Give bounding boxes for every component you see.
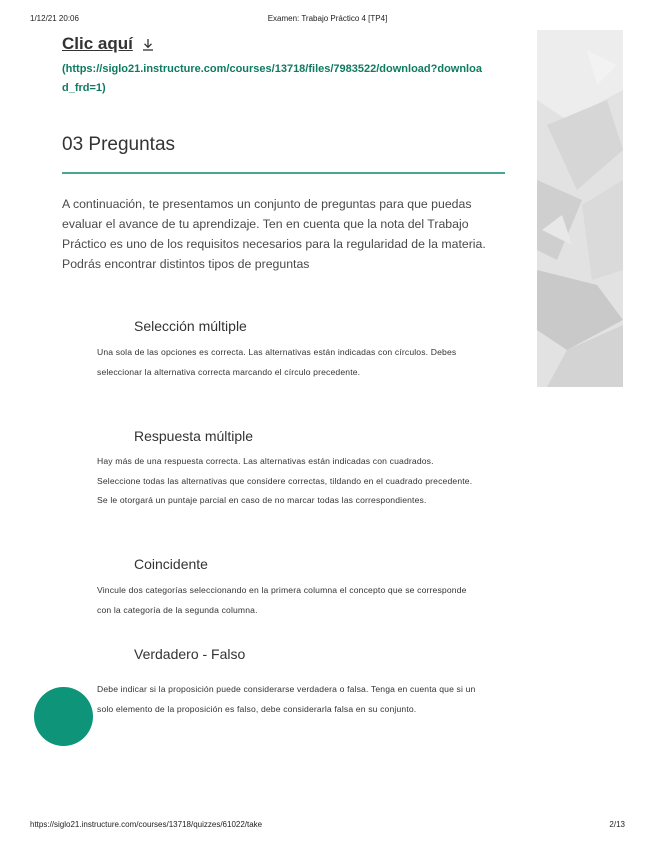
question-type-description: Hay más de una respuesta correcta. Las alternativas están indicadas con cuadrados. Seleccione todas las alternativas que considere correctas, tildando en el cuadrado precedente. Se le otorgará un puntaje parcial en caso de no marcar todas las correspondientes. — [97, 456, 473, 505]
print-date: 1/12/21 20:06 — [30, 14, 79, 23]
question-type-title: Verdadero - Falso — [134, 646, 246, 662]
question-type-title: Respuesta múltiple — [134, 428, 254, 444]
download-url[interactable]: (https://siglo21.instructure.com/courses/13718/files/7983522/download?download_frd=1) — [62, 63, 482, 94]
question-type-description: Debe indicar si la proposición puede considerarse verdadera o falsa. Tenga en cuenta que si un solo elemento de la proposición es falso, debe considerarla falsa en su conjunto. — [97, 684, 476, 714]
decorative-green-circle — [34, 687, 93, 746]
section-title: 03 Preguntas — [62, 134, 176, 155]
question-type-description: Una sola de las opciones es correcta. Las alternativas están indicadas con círculos. Debes seleccionar la alternativa correcta marcando el círculo precedente. — [97, 347, 457, 377]
section-divider — [62, 172, 505, 174]
download-icon[interactable] — [141, 38, 155, 52]
question-type-description: Vincule dos categorías seleccionando en la primera columna el concepto que se corresponde con la categoría de la segunda columna. — [97, 585, 467, 615]
intro-paragraph: A continuación, te presentamos un conjunto de preguntas para que puedas evaluar el avance de tu aprendizaje. Ten en cuenta que la nota del Trabajo Práctico es uno de los requisitos necesarios para la regularidad de la materia. Podrás encontrar distintos tipos de preguntas — [62, 197, 486, 271]
question-type-title: Selección múltiple — [134, 318, 247, 334]
download-link[interactable]: Clic aquí — [62, 34, 133, 53]
print-url: https://siglo21.instructure.com/courses/13718/quizzes/61022/take — [30, 820, 263, 829]
print-header — [30, 14, 625, 26]
decorative-side-image — [537, 30, 623, 387]
question-type-title: Coincidente — [134, 556, 208, 572]
page-number: 2/13 — [609, 820, 625, 829]
print-page-title: Examen: Trabajo Práctico 4 [TP4] — [267, 14, 388, 23]
print-footer — [30, 820, 625, 832]
